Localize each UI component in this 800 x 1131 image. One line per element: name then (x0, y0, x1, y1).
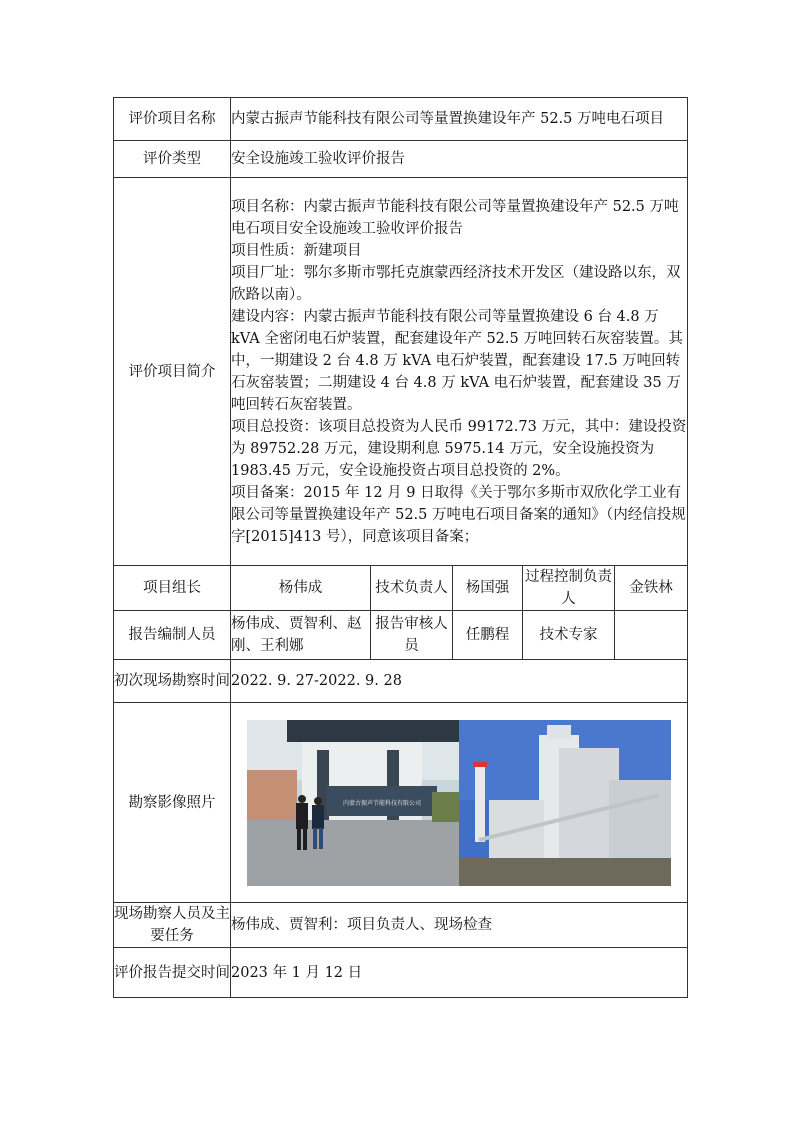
row-photos (114, 703, 688, 903)
tech-lead-label: 技术负责人 (371, 566, 453, 611)
staff-names: 杨伟成、贾智利、赵刚、王利娜 (231, 611, 371, 660)
project-name-value: 内蒙古振声节能科技有限公司等量置换建设年产 52.5 万吨电石项目 (231, 98, 688, 141)
review-label: 报告审核人员 (371, 611, 453, 660)
intro-paragraph-filing: 项目备案：2015 年 12 月 9 日取得《关于鄂尔多斯市双欣化学工业有限公司等量置换建设年产 52.5 万吨电石项目备案的通知》（内经信投规字[2015]413 号），同意该项目备案； (231, 484, 686, 545)
inspectors-label: 现场勘察人员及主要任务 (114, 903, 231, 948)
first-visit-value: 2022. 9. 27-2022. 9. 28 (231, 660, 688, 703)
photo-strip (231, 720, 687, 886)
process-control-name: 金铁林 (615, 566, 688, 611)
row-first-visit (114, 660, 688, 703)
intro-label: 评价项目简介 (114, 178, 231, 566)
row-leader (114, 566, 688, 611)
submit-label: 评价报告提交时间 (114, 948, 231, 998)
intro-paragraph-content: 建设内容：内蒙古振声节能科技有限公司等量置换建设 6 台 4.8 万 kVA 全密闭电石炉装置，配套建设年产 52.5 万吨回转石灰窑装置。其中，一期建设 2 台 4.8 万 kVA 电石炉装置，配套建设 17.5 万吨回转石灰窑装置；二期建设 4 台 4.8 万 kVA 电石炉装置，配套建设 35 万吨回转石灰窑装置。 (231, 308, 683, 413)
eval-type-value: 安全设施竣工验收评价报告 (231, 141, 688, 178)
leader-name: 杨伟成 (231, 566, 371, 611)
row-project-name (114, 98, 688, 141)
gate-sign-text: 内蒙古振声节能科技有限公司 (343, 799, 422, 807)
row-inspectors (114, 903, 688, 948)
intro-content (231, 178, 688, 566)
expert-label: 技术专家 (523, 611, 615, 660)
inspectors-value: 杨伟成、贾智利：项目负责人、现场检查 (231, 903, 688, 948)
expert-name (615, 611, 688, 660)
intro-paragraph-site: 项目厂址：鄂尔多斯市鄂托克旗蒙西经济技术开发区（建设路以东，双欣路以南）。 (231, 264, 681, 303)
leader-label: 项目组长 (114, 566, 231, 611)
site-photo-gate (247, 720, 459, 886)
row-intro (114, 178, 688, 566)
tech-lead-name: 杨国强 (453, 566, 523, 611)
project-name-label: 评价项目名称 (114, 98, 231, 141)
row-eval-type (114, 141, 688, 178)
plant-photo-image (459, 720, 671, 886)
eval-type-label: 评价类型 (114, 141, 231, 178)
submit-value: 2023 年 1 月 12 日 (231, 948, 688, 998)
process-control-label: 过程控制负责人 (523, 566, 615, 611)
staff-label: 报告编制人员 (114, 611, 231, 660)
intro-paragraph-name: 项目名称：内蒙古振声节能科技有限公司等量置换建设年产 52.5 万吨电石项目安全设施竣工验收评价报告 (231, 198, 679, 237)
evaluation-info-table (113, 97, 688, 998)
row-staff (114, 611, 688, 660)
review-name: 任鹏程 (453, 611, 523, 660)
intro-paragraph-nature: 项目性质：新建项目 (231, 242, 362, 259)
gate-photo-image (247, 720, 459, 886)
row-submit (114, 948, 688, 998)
intro-paragraph-investment: 项目总投资：该项目总投资为人民币 99172.73 万元，其中：建设投资为 89752.28 万元，建设期利息 5975.14 万元，安全设施投资为 1983.45 万元，安全设施投资占项目总投资的 2%。 (231, 418, 687, 479)
photos-cell (231, 703, 688, 903)
site-photo-plant (459, 720, 671, 886)
first-visit-label: 初次现场勘察时间 (114, 660, 231, 703)
photos-label: 勘察影像照片 (114, 703, 231, 903)
